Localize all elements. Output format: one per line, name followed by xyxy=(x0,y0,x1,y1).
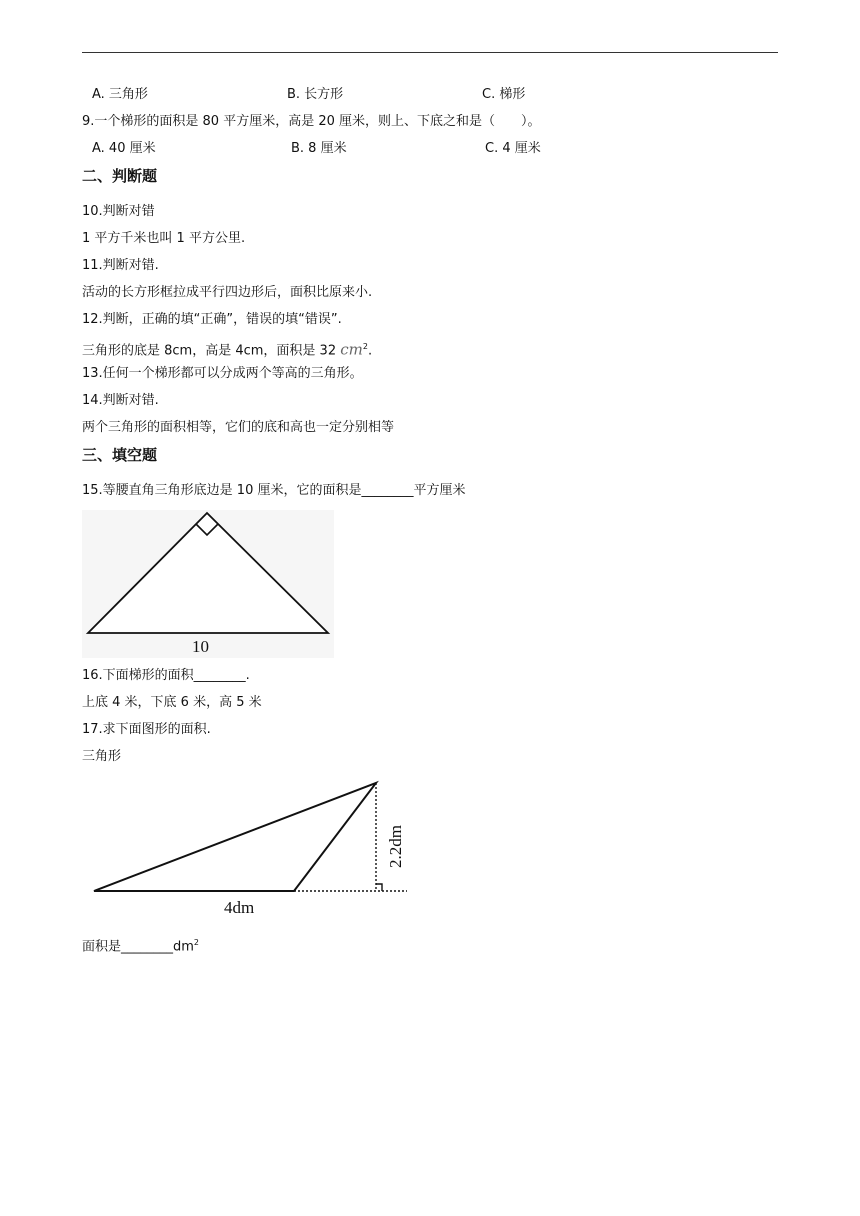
q15-stem: 15.等腰直角三角形底边是 10 厘米，它的面积是________平方厘米 xyxy=(82,483,466,498)
q17-right-angle-mark xyxy=(376,884,382,891)
q12-unit-sup: 2 xyxy=(362,342,368,351)
q12-body xyxy=(82,338,372,360)
section-2-title: 二、判断题 xyxy=(82,167,158,185)
q14-body: 两个三角形的面积相等，它们的底和高也一定分别相等 xyxy=(82,420,395,435)
q11-stem: 11.判断对错. xyxy=(82,258,159,273)
q17-base-label: 4dm xyxy=(224,898,255,917)
q8-option-c[interactable]: C. 梯形 xyxy=(482,87,526,102)
q9-option-c[interactable]: C. 4 厘米 xyxy=(485,141,541,156)
q17-height-label: 2.2dm xyxy=(386,825,405,868)
q17-answer-sup: 2 xyxy=(193,938,200,947)
q12-stem: 12.判断，正确的填“正确”，错误的填“错误”. xyxy=(82,312,342,327)
q13-stem: 13.任何一个梯形都可以分成两个等高的三角形。 xyxy=(82,366,363,381)
q17-body: 三角形 xyxy=(82,749,122,764)
q12-unit: cm xyxy=(340,340,363,359)
q17-stem: 17.求下面图形的面积. xyxy=(82,722,211,737)
q17-answer-text: 面积是________dm xyxy=(82,939,194,955)
section-3-title: 三、填空题 xyxy=(82,446,158,464)
q17-triangle xyxy=(94,783,376,891)
q8-option-a[interactable]: A. 三角形 xyxy=(92,87,148,102)
q14-stem: 14.判断对错. xyxy=(82,393,159,408)
q12-end: . xyxy=(367,343,373,359)
q10-stem: 10.判断对错 xyxy=(82,204,155,219)
q9-option-b[interactable]: B. 8 厘米 xyxy=(291,141,347,156)
q9-stem: 9.一个梯形的面积是 80 平方厘米，高是 20 厘米，则上、下底之和是（ ）。 xyxy=(82,114,541,129)
q10-body: 1 平方千米也叫 1 平方公里. xyxy=(82,231,246,246)
header-rule xyxy=(82,52,778,53)
q15-triangle-figure xyxy=(82,510,334,658)
q8-option-b[interactable]: B. 长方形 xyxy=(287,87,344,102)
q9-option-a[interactable]: A. 40 厘米 xyxy=(92,141,156,156)
q12-body-text: 三角形的底是 8cm，高是 4cm，面积是 32 xyxy=(82,343,341,359)
q17-answer xyxy=(82,934,199,956)
q15-base-label: 10 xyxy=(192,637,209,656)
q17-triangle-figure xyxy=(82,770,412,920)
q11-body: 活动的长方形框拉成平行四边形后，面积比原来小. xyxy=(82,285,373,300)
q16-stem: 16.下面梯形的面积________. xyxy=(82,668,250,683)
q16-body: 上底 4 米，下底 6 米，高 5 米 xyxy=(82,695,262,710)
